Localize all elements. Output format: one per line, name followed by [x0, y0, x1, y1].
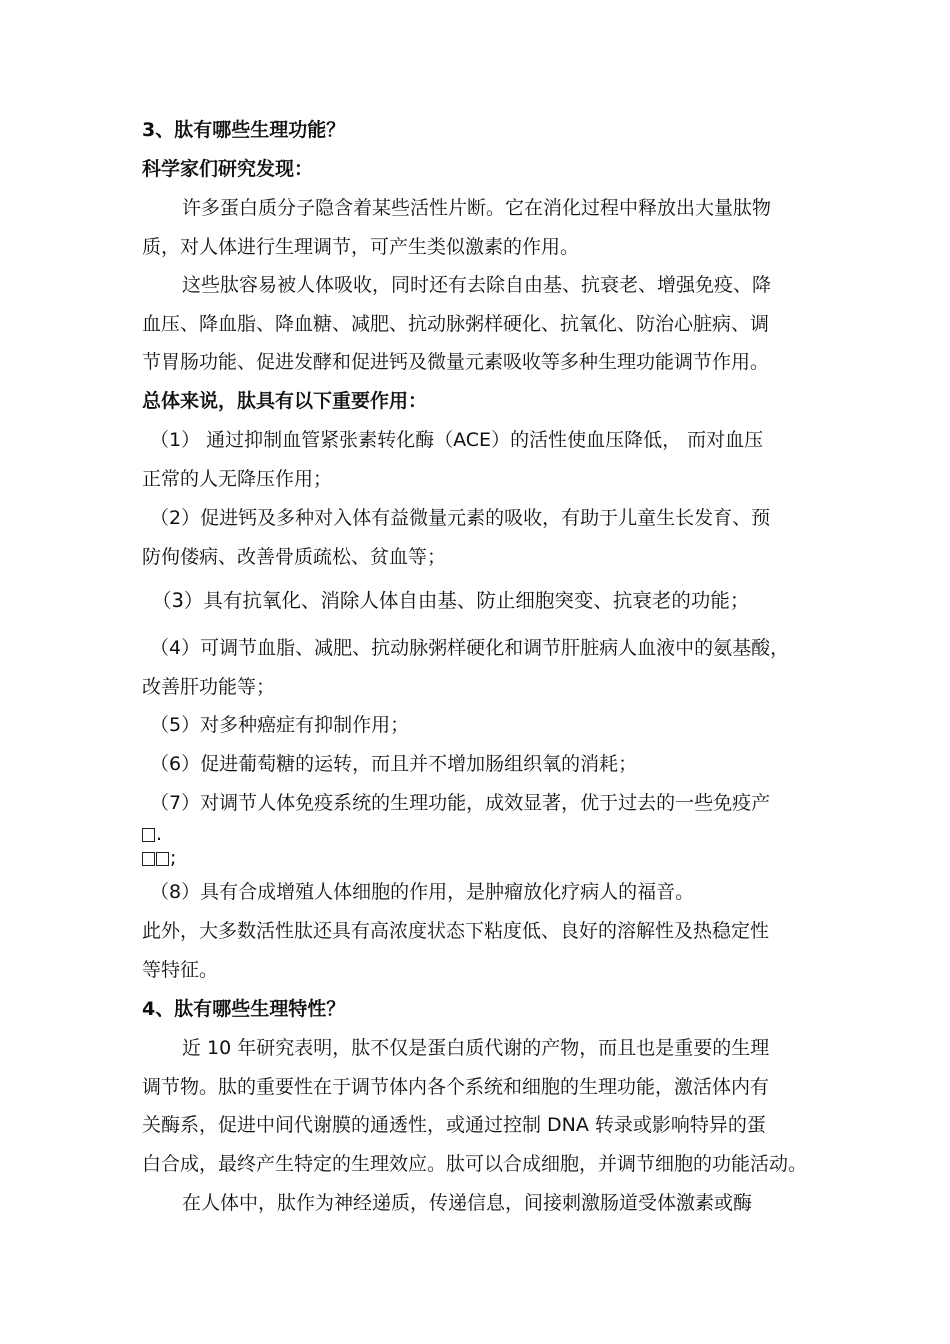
paragraph-line: 血压、降血脂、降血糖、减肥、抗动脉粥样硬化、抗氧化、防治心脏病、调: [142, 313, 770, 335]
list-item: （6）促进葡萄糖的运转，而且并不增加肠组织氧的消耗；: [150, 753, 638, 775]
list-item-continuation: 防佝偻病、改善骨质疏松、贫血等；: [142, 546, 447, 568]
list-item-continuation: ;: [142, 846, 176, 870]
list-item: （8）具有合成增殖人体细胞的作用，是肿瘤放化疗病人的福音。: [150, 881, 695, 903]
list-item-continuation: 正常的人无降压作用；: [142, 468, 333, 490]
list-item: （7）对调节人体免疫系统的生理功能，成效显著，优于过去的一些免疫产: [150, 792, 771, 814]
section-4-heading: 4、肽有哪些生理特性？: [142, 998, 346, 1020]
paragraph-line: 白合成，最终产生特定的生理效应。肽可以合成细胞，并调节细胞的功能活动。: [142, 1153, 808, 1175]
missing-glyph-box: [156, 852, 169, 866]
missing-glyph-box: [142, 852, 155, 866]
closing-line: 等特征。: [142, 959, 219, 981]
list-item-continuation: .: [142, 822, 162, 846]
paragraph-line: 在人体中，肽作为神经递质，传递信息，间接刺激肠道受体激素或酶: [182, 1192, 753, 1214]
paragraph-line: 关酶系，促进中间代谢膜的通透性，或通过控制 DNA 转录或影响特异的蛋: [142, 1114, 766, 1136]
paragraph-line: 质，对人体进行生理调节，可产生类似激素的作用。: [142, 236, 580, 258]
list-item: （5）对多种癌症有抑制作用；: [150, 714, 410, 736]
list-item-continuation: 改善肝功能等；: [142, 676, 276, 698]
list-item: （2）促进钙及多种对入体有益微量元素的吸收，有助于儿童生长发育、预: [150, 507, 771, 529]
paragraph-line: 这些肽容易被人体吸收，同时还有去除自由基、抗衰老、增强免疫、降: [182, 274, 772, 296]
paragraph-line: 近 10 年研究表明，肽不仅是蛋白质代谢的产物，而且也是重要的生理: [182, 1037, 770, 1059]
list-item: （1） 通过抑制血管紧张素转化酶（ACE）的活性使血压降低， 而对血压: [150, 429, 764, 451]
closing-line: 此外，大多数活性肽还具有高浓度状态下粘度低、良好的溶解性及热稳定性: [142, 920, 770, 942]
paragraph-line: 节胃肠功能、促进发酵和促进钙及微量元素吸收等多种生理功能调节作用。: [142, 351, 770, 373]
summary-heading: 总体来说，肽具有以下重要作用：: [142, 390, 428, 412]
paragraph-line: 调节物。肽的重要性在于调节体内各个系统和细胞的生理功能，激活体内有: [142, 1076, 770, 1098]
list-item: （4）可调节血脂、减肥、抗动脉粥样硬化和调节肝脏病人血液中的氨基酸，: [150, 637, 790, 659]
section-3-subheading: 科学家们研究发现：: [142, 158, 314, 180]
missing-glyph-box: [142, 828, 155, 842]
list-item: （3）具有抗氧化、消除人体自由基、防止细胞突变、抗衰老的功能；: [152, 589, 750, 612]
paragraph-line: 许多蛋白质分子隐含着某些活性片断。它在消化过程中释放出大量肽物: [182, 197, 772, 219]
section-3-heading: 3、肽有哪些生理功能？: [142, 119, 346, 141]
